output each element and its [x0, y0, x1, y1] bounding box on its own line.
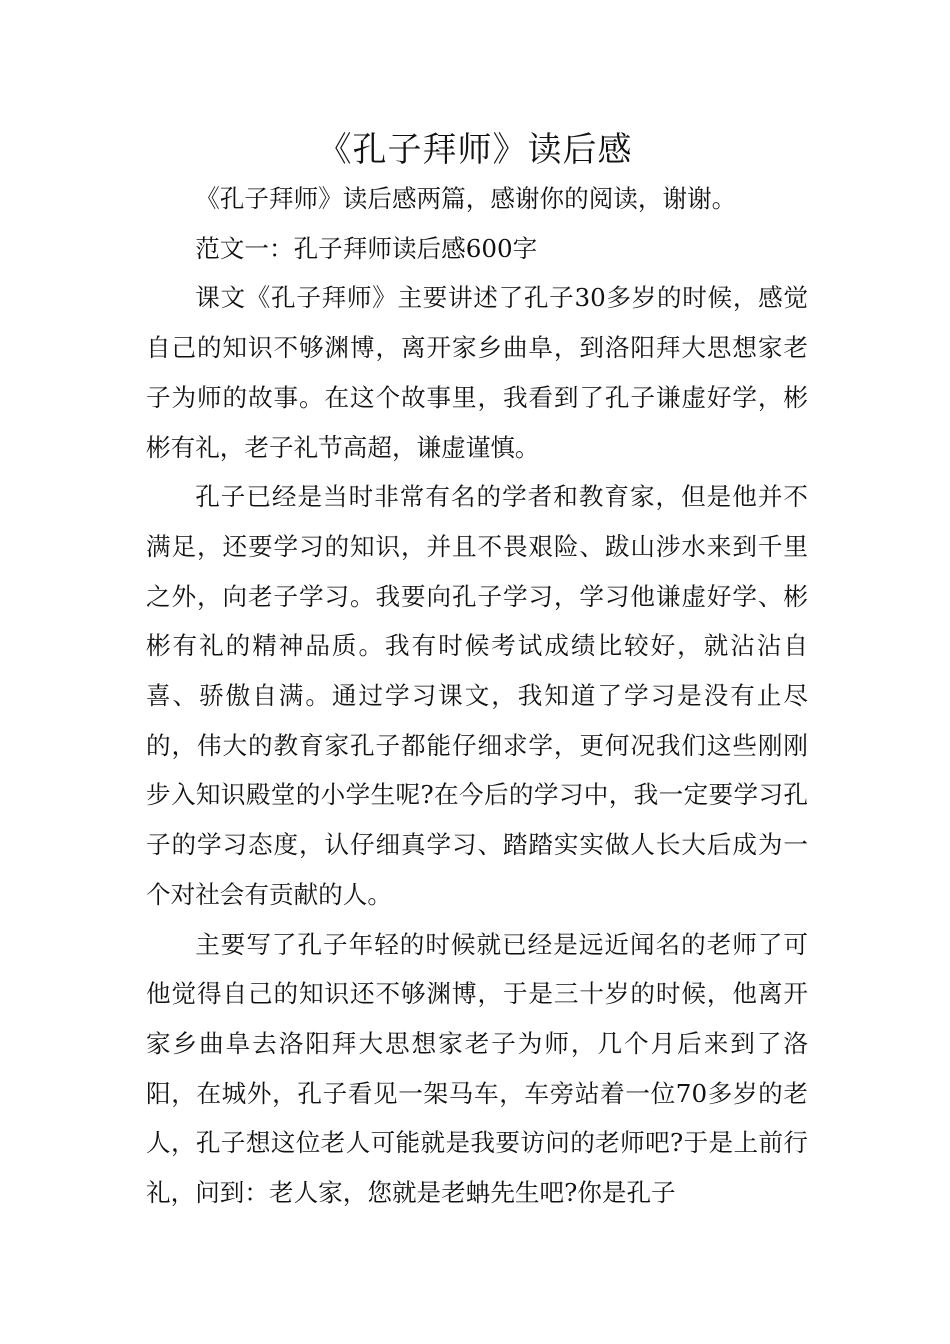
body-paragraph: 课文《孔子拜师》主要讲述了孔子30多岁的时候，感觉自己的知识不够渊博，离开家乡曲阜，到洛阳拜大思想家老子为师的故事。在这个故事里，我看到了孔子谦虚好学，彬彬有礼，老子礼节高超，谦虚谨慎。 — [146, 283, 808, 462]
body-paragraph: 主要写了孔子年轻的时候就已经是远近闻名的老师了可他觉得自己的知识还不够渊博，于是三十岁的时候，他离开家乡曲阜去洛阳拜大思想家老子为师，几个月后来到了洛阳，在城外，孔子看见一架马车，车旁站着一位70多岁的老人，孔子想这位老人可能就是我要访问的老师吧?于是上前行礼，问到：老人家，您就是老蚺先生吧?你是孔子 — [146, 929, 809, 1208]
section-heading: 范文一：孔子拜师读后感600字 — [195, 233, 538, 263]
document-body — [146, 174, 808, 1218]
intro-paragraph: 《孔子拜师》读后感两篇，感谢你的阅读，谢谢。 — [195, 184, 737, 213]
body-paragraph: 孔子已经是当时非常有名的学者和教育家，但是他并不满足，还要学习的知识，并且不畏艰险、跋山涉水来到千里之外，向老子学习。我要向孔子学习，学习他谦虚好学、彬彬有礼的精神品质。我有时候考试成绩比较好，就沾沾自喜、骄傲自满。通过学习课文，我知道了学习是没有止尽的，伟大的教育家孔子都能仔细求学，更何况我们这些刚刚步入知识殿堂的小学生呢?在今后的学习中，我一定要学习孔子的学习态度，认仔细真学习、踏踏实实做人长大后成为一个对社会有贡献的人。 — [146, 482, 808, 909]
document-title: 《孔子拜师》读后感 — [317, 130, 633, 170]
